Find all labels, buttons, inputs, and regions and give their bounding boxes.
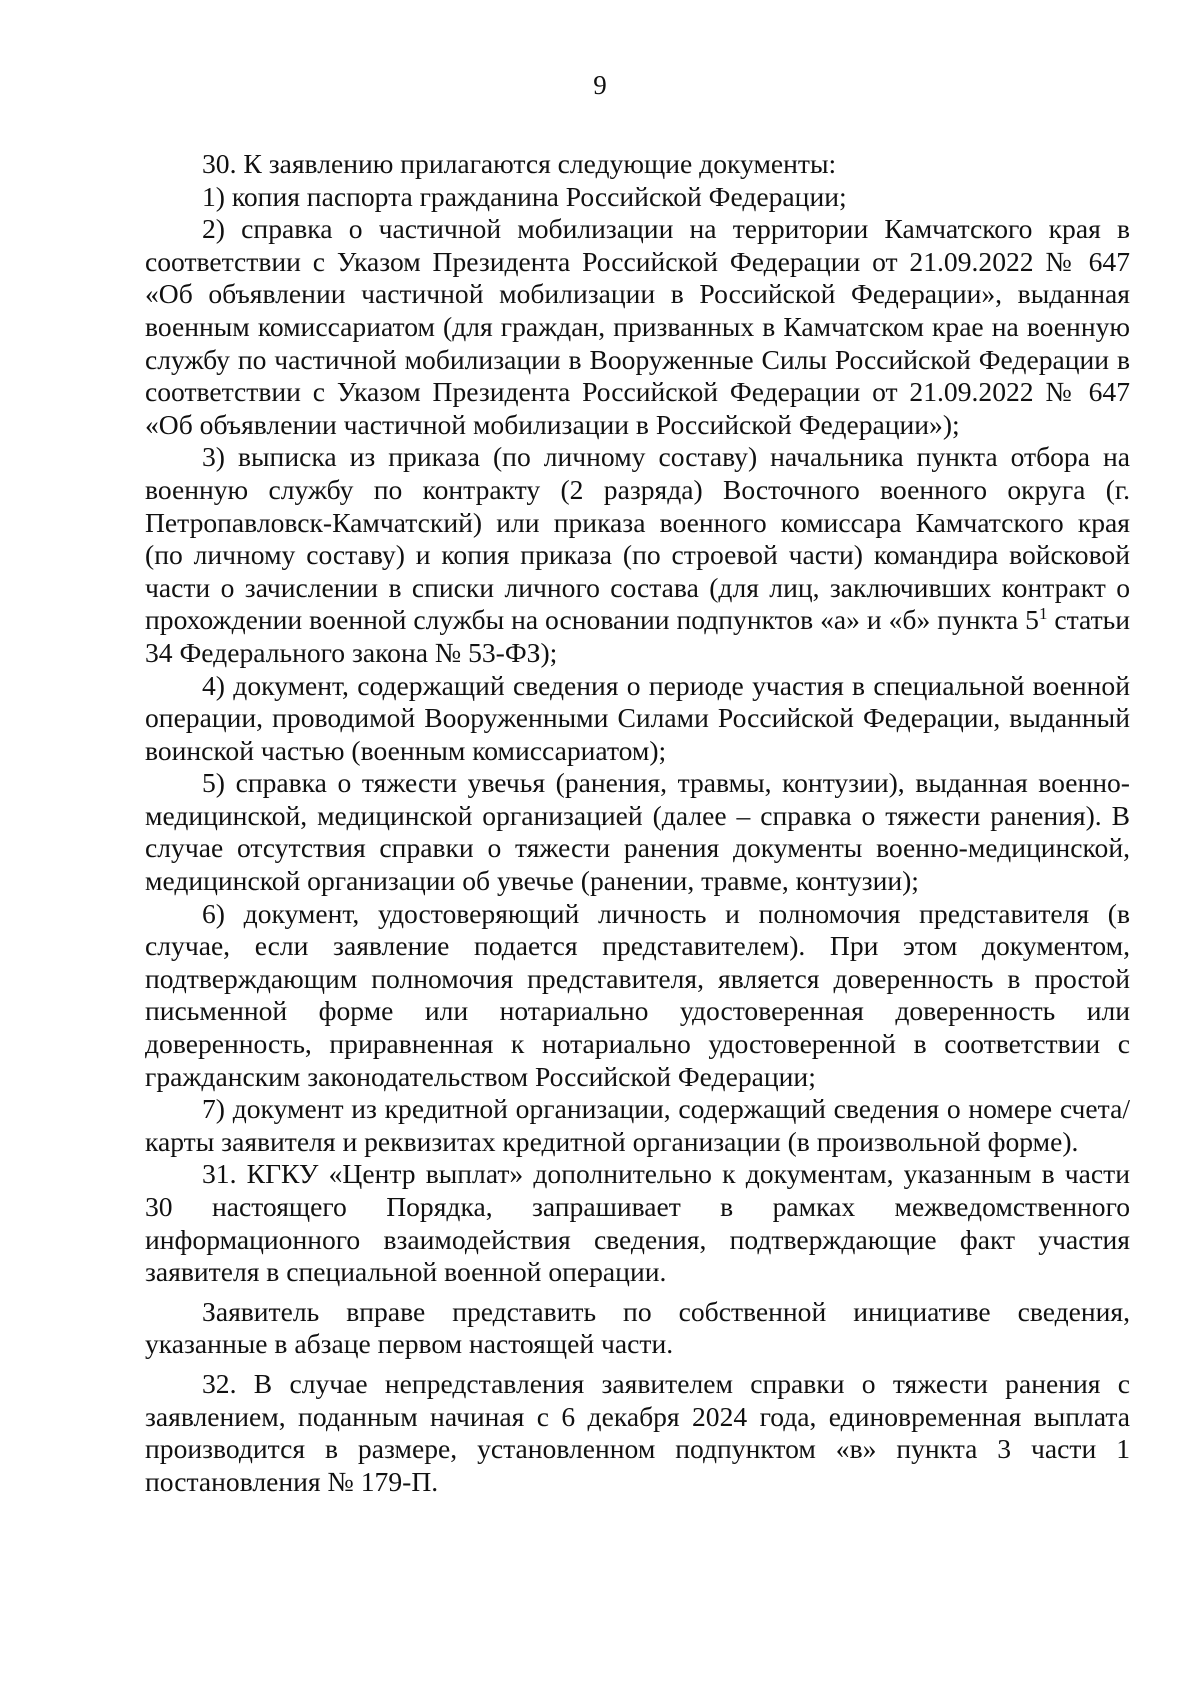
list-item-4-participation-document: 4) документ, содержащий сведения о периоде участия в специальной военной операции, проводимой Вооруженными Силами Российской Федерации, выданный воинской частью (военным комиссариатом); bbox=[145, 669, 1130, 766]
list-item-2-mobilization-certificate: 2) справка о частичной мобилизации на территории Камчатского края в соответствии с Указом Президента Российской Федерации от 21.09.2022 № 647 «Об объявлении частичной мобилизации в Российской Федерации», выданная военным комиссариатом (для граждан, призванных в Камчатском крае на военную службу по частичной мобилизации в Вооруженные Силы Российской Федерации в соответствии с Указом Президента Российской Федерации от 21.09.2022 № 647 «Об объявлении частичной мобилизации в Российской Федерации»); bbox=[145, 213, 1130, 440]
paragraph-32: 32. В случае непредставления заявителем справки о тяжести ранения с заявлением, поданным начиная с 6 декабря 2024 года, единовременная выплата производится в размере, установленном подпунктом «в» пункта 3 части 1 постановления № 179-П. bbox=[145, 1367, 1130, 1497]
list-item-5-injury-certificate: 5) справка о тяжести увечья (ранения, травмы, контузии), выданная военно-медицинской, медицинской организацией (далее – справка о тяжести ранения). В случае отсутствия справки о тяжести ранения документы военно-медицинской, медицинской организации об увечье (ранении, травме, контузии); bbox=[145, 767, 1130, 897]
paragraph-31: 31. КГКУ «Центр выплат» дополнительно к документам, указанным в части 30 настоящего Порядка, запрашивает в рамках межведомственного информационного взаимодействия сведения, подтверждающие факт участия заявителя в специальной военной операции. bbox=[145, 1158, 1130, 1288]
paragraph-30-heading: 30. К заявлению прилагаются следующие документы: bbox=[202, 148, 837, 179]
superscript-index: 1 bbox=[1038, 604, 1048, 624]
paragraph-31-applicant-right: Заявитель вправе представить по собственной инициативе сведения, указанные в абзаце первом настоящей части. bbox=[145, 1295, 1130, 1360]
list-item-3-order-extract bbox=[145, 441, 1130, 669]
list-item-7-bank-document: 7) документ из кредитной организации, содержащий сведения о номере счета/карты заявителя и реквизитах кредитной организации (в произвольной форме). bbox=[145, 1093, 1130, 1157]
page-number: 9 bbox=[593, 70, 607, 100]
document-body bbox=[145, 148, 1130, 1498]
list-item-6-representative-document: 6) документ, удостоверяющий личность и полномочия представителя (в случае, если заявление подается представителем). При этом документом, подтверждающим полномочия представителя, является доверенность в простой письменной форме или нотариально удостоверенная доверенность или доверенность, приравненная к нотариально удостоверенной в соответствии с гражданским законодательством Российской Федерации; bbox=[145, 897, 1130, 1092]
list-item-1-passport: 1) копия паспорта гражданина Российской Федерации; bbox=[202, 180, 847, 212]
list-item-3-text: 3) выписка из приказа (по личному составу) начальника пункта отбора на военную службу по контракту (2 разряда) Восточного военного округа (г. Петропавловск-Камчатский) или приказа военного комиссара Камчатского края (по личному составу) и копия приказа (по строевой части) командира войсковой части о зачислении в списки личного состава (для лиц, заключивших контракт о прохождении военной службы на основании подпунктов «а» и «б» пункта 5 bbox=[145, 441, 1130, 636]
list-item-3-text-end: статьи 34 Федерального закона № 53-ФЗ); bbox=[145, 604, 1130, 668]
